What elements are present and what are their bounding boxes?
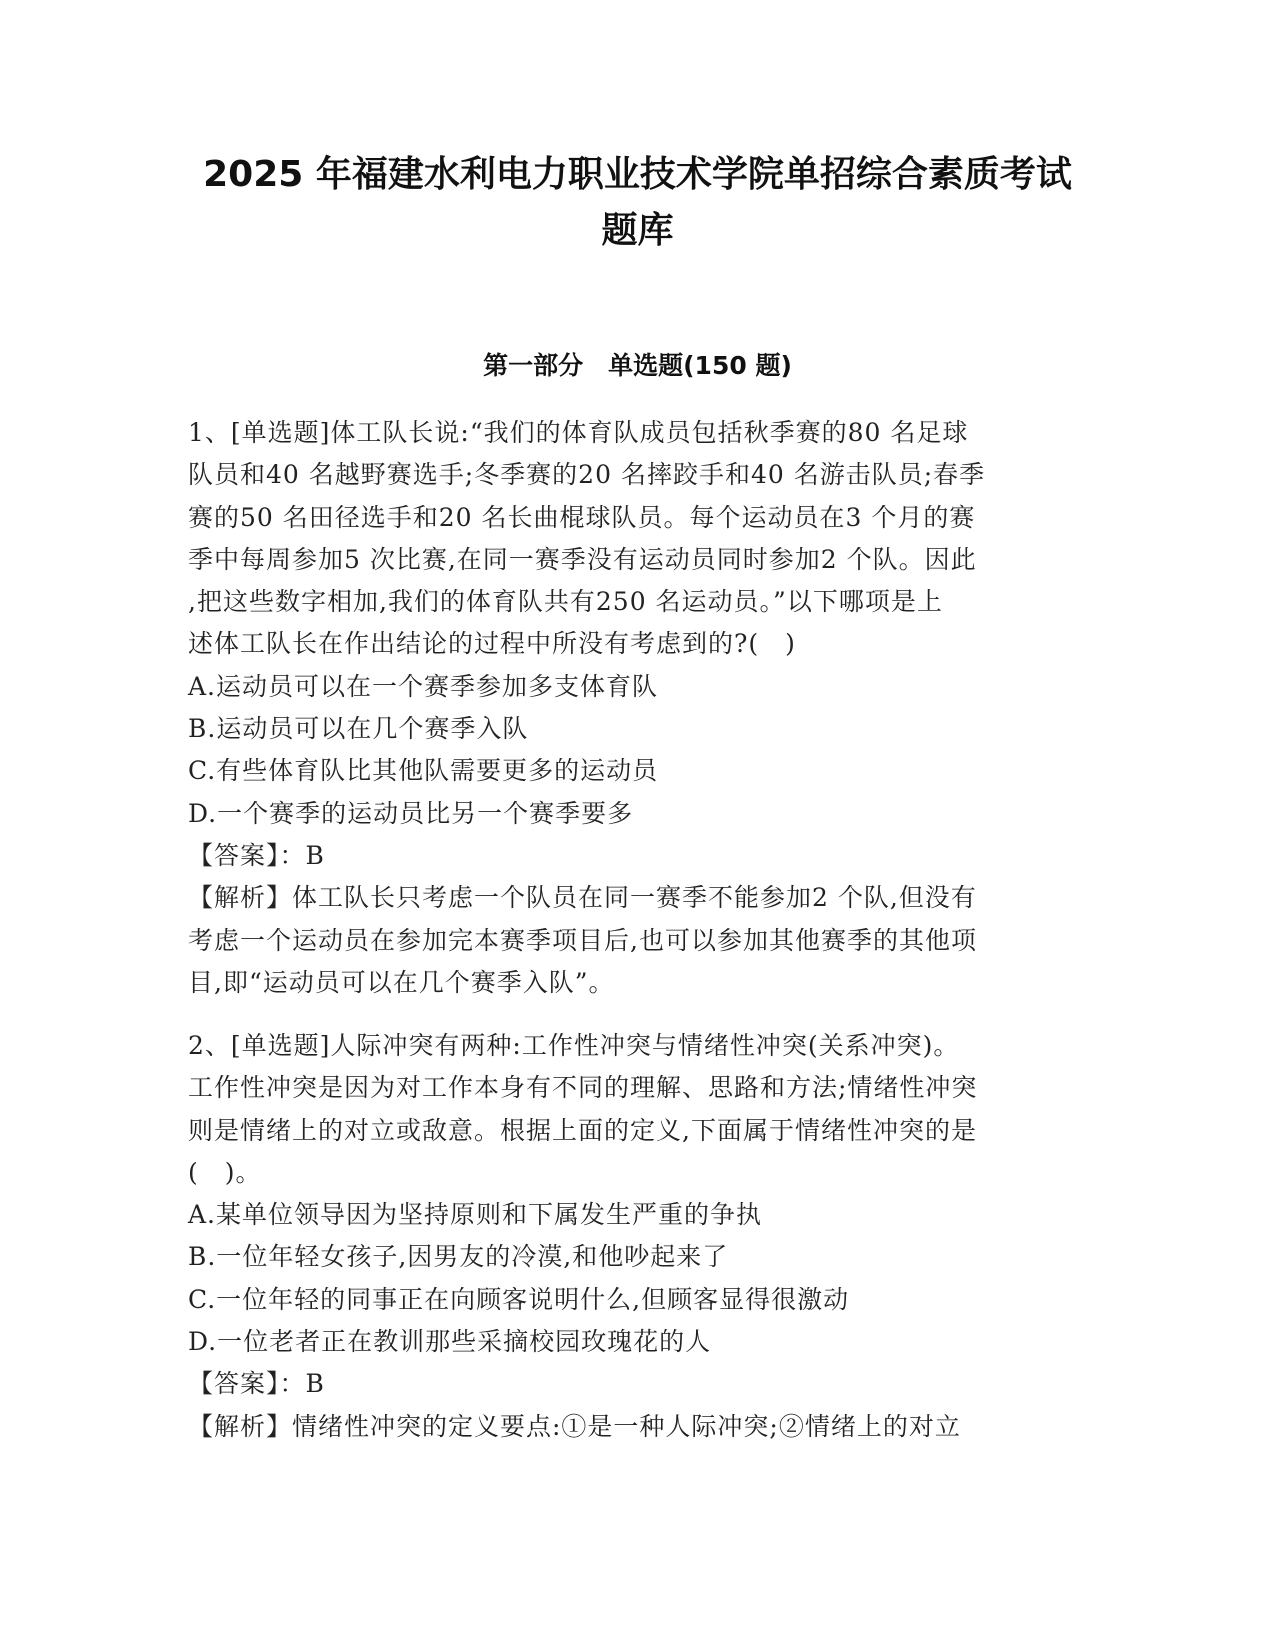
question-2-option-c: C.一位年轻的同事正在向顾客说明什么,但顾客显得很激动	[188, 1284, 850, 1314]
question-1-answer: 【答案】：B	[188, 840, 325, 870]
question-1-analysis-line: 考虑一个运动员在参加完本赛季项目后,也可以参加其他赛季的其他项	[188, 925, 977, 955]
question-2-option-a: A.某单位领导因为坚持原则和下属发生严重的争执	[188, 1200, 763, 1230]
question-2-stem-line: 2、[单选题]人际冲突有两种:工作性冲突与情绪性冲突(关系冲突)。	[188, 1031, 960, 1060]
question-1-analysis-line: 【解析】体工队长只考虑一个队员在同一赛季不能参加2 个队,但没有	[188, 883, 977, 913]
section-heading: 第一部分 单选题(150 题)	[483, 351, 792, 380]
question-1-stem-line: 队员和40 名越野赛选手;冬季赛的20 名摔跤手和40 名游击队员;春季	[188, 460, 986, 490]
question-1-stem-line: 季中每周参加5 次比赛,在同一赛季没有运动员同时参加2 个队。因此	[188, 544, 977, 574]
question-2-analysis-line: 【解析】情绪性冲突的定义要点:①是一种人际冲突;②情绪上的对立	[188, 1411, 961, 1441]
question-2-option-b: B.一位年轻女孩子,因男友的冷漠,和他吵起来了	[188, 1242, 729, 1272]
question-1-analysis-line: 目,即“运动员可以在几个赛季入队”。	[188, 967, 615, 997]
question-2-option-d: D.一位老者正在教训那些采摘校园玫瑰花的人	[188, 1327, 712, 1357]
question-1-stem-line: 述体工队长在作出结论的过程中所没有考虑到的?( )	[188, 629, 796, 659]
document-title-line1: 2025 年福建水利电力职业技术学院单招综合素质考试	[203, 154, 1072, 195]
question-1-stem-line: 1、[单选题]体工队长说:“我们的体育队成员包括秋季赛的80 名足球	[188, 418, 969, 447]
question-1-option-c: C.有些体育队比其他队需要更多的运动员	[188, 756, 659, 786]
question-1-option-d: D.一个赛季的运动员比另一个赛季要多	[188, 798, 634, 828]
question-2-stem-line: 则是情绪上的对立或敌意。根据上面的定义,下面属于情绪性冲突的是	[188, 1115, 977, 1145]
document-title-line2: 题库	[601, 210, 674, 251]
question-2-stem-line: ( )。	[188, 1157, 262, 1187]
question-1	[188, 412, 1078, 1004]
question-2-answer: 【答案】：B	[188, 1369, 325, 1399]
question-1-stem-line: 赛的50 名田径选手和20 名长曲棍球队员。每个运动员在3 个月的赛	[188, 502, 976, 532]
question-2	[188, 1025, 1078, 1448]
question-1-option-b: B.运动员可以在几个赛季入队	[188, 714, 529, 744]
question-2-stem-line: 工作性冲突是因为对工作本身有不同的理解、思路和方法;情绪性冲突	[188, 1073, 978, 1103]
question-1-option-a: A.运动员可以在一个赛季参加多支体育队	[188, 671, 659, 701]
question-1-stem-line: ,把这些数字相加,我们的体育队共有250 名运动员。”以下哪项是上	[188, 587, 943, 617]
